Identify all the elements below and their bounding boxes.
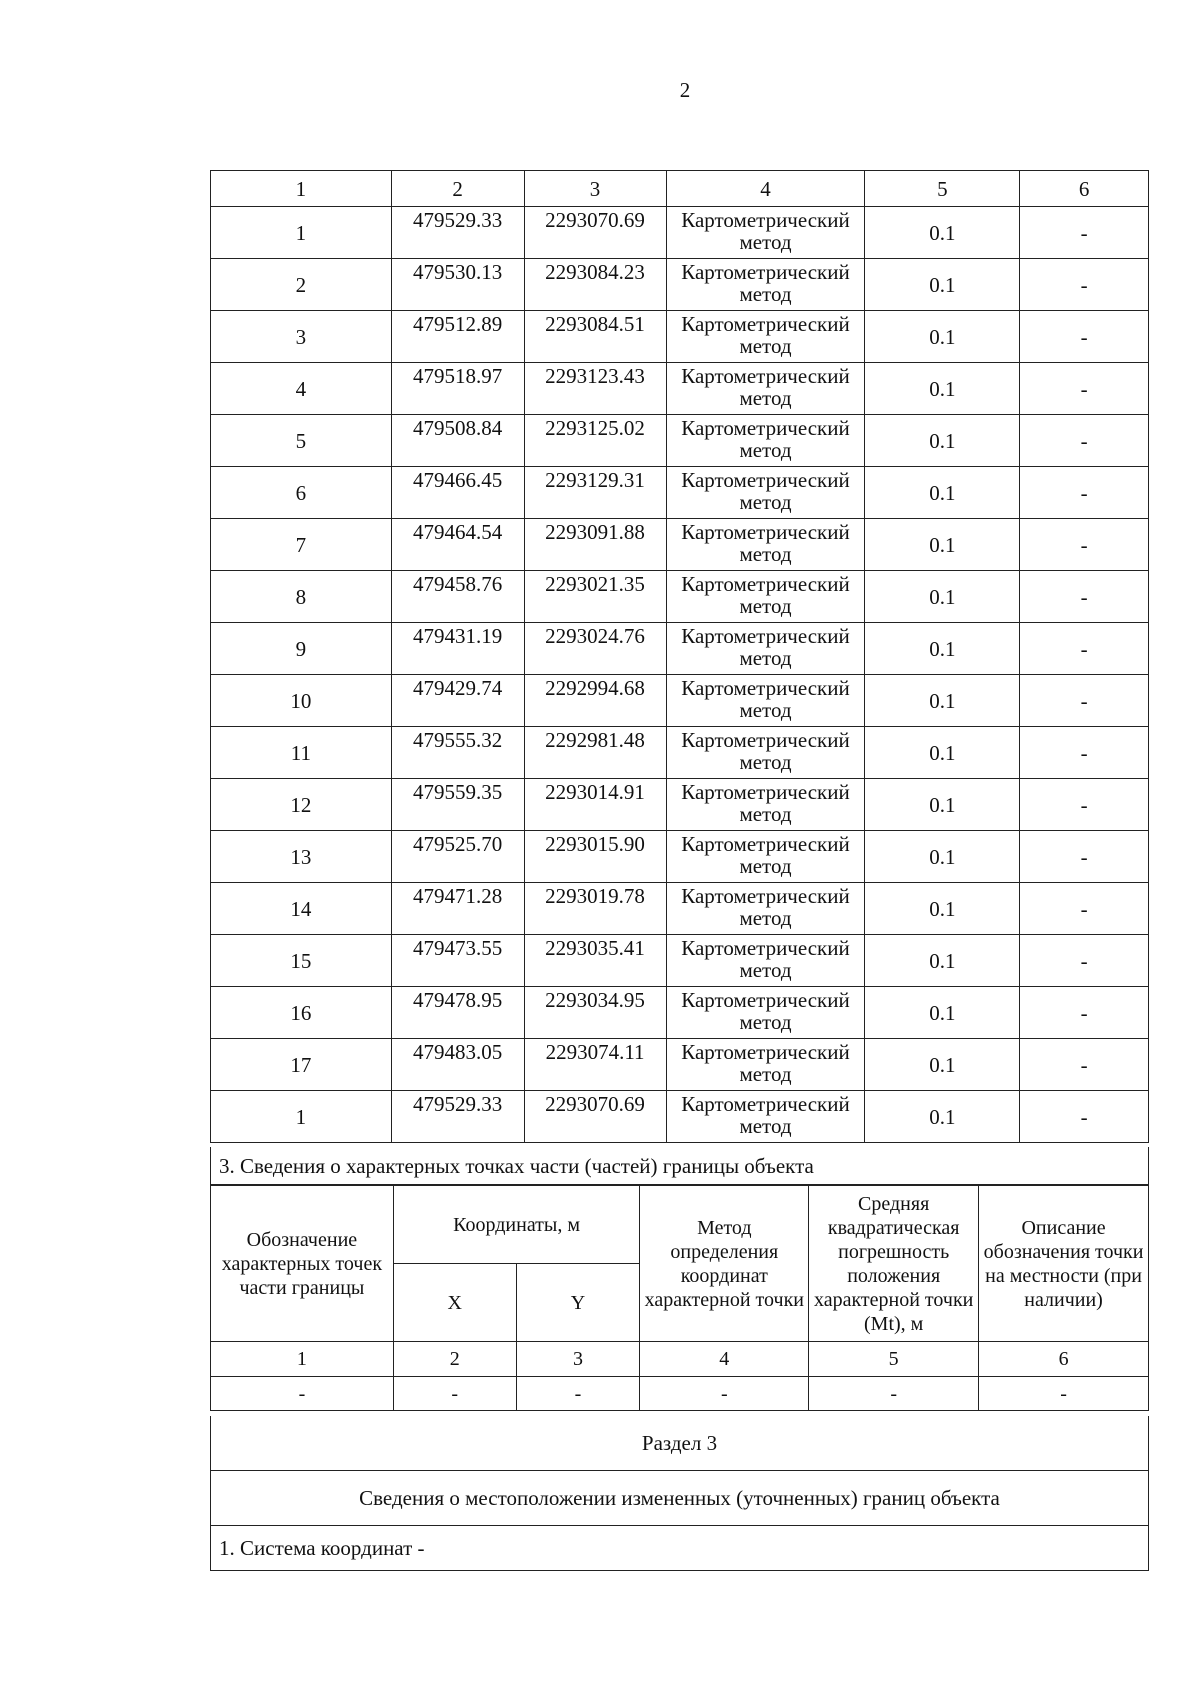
error-cell: 0.1 [865,935,1020,987]
y-coordinate-cell: 2292981.48 [524,727,666,779]
x-coordinate-cell: 479529.33 [391,207,524,259]
y-coordinate-cell: 2293091.88 [524,519,666,571]
x-coordinate-cell: 479466.45 [391,467,524,519]
x-coordinate-cell: 479458.76 [391,571,524,623]
method-cell: Картометрический метод [666,727,865,779]
coordinates-header: Координаты, м [393,1186,640,1264]
point-number-cell: 6 [211,467,392,519]
x-coordinate-cell: 479518.97 [391,363,524,415]
x-coordinate-cell: 479473.55 [391,935,524,987]
coordinate-row [211,675,1149,727]
description-cell: - [1020,415,1149,467]
y-coordinate-cell: 2293074.11 [524,1039,666,1091]
column-number: 2 [393,1342,516,1377]
description-cell: - [1020,831,1149,883]
coordinate-system-line: 1. Система координат - [210,1526,1149,1571]
y-coordinate-cell: 2293034.95 [524,987,666,1039]
empty-cell: - [211,1377,394,1411]
x-coordinate-cell: 479464.54 [391,519,524,571]
method-cell: Картометрический метод [666,467,865,519]
point-number-cell: 5 [211,415,392,467]
error-cell: 0.1 [865,467,1020,519]
empty-cell: - [979,1377,1149,1411]
coordinate-row [211,571,1149,623]
error-cell: 0.1 [865,571,1020,623]
point-number-cell: 10 [211,675,392,727]
column-number: 3 [524,171,666,207]
point-number-cell: 2 [211,259,392,311]
description-cell: - [1020,363,1149,415]
coordinate-row [211,311,1149,363]
y-coordinate-cell: 2293015.90 [524,831,666,883]
column-number: 1 [211,1342,394,1377]
parts-table [210,1185,1149,1411]
designation-header: Обозначение характерных точек части границы [211,1186,394,1342]
coordinate-row [211,1039,1149,1091]
coordinate-row [211,883,1149,935]
parts-section-title: 3. Сведения о характерных точках части (частей) границы объекта [210,1147,1149,1185]
point-number-cell: 11 [211,727,392,779]
point-number-cell: 4 [211,363,392,415]
y-header: Y [516,1264,640,1342]
error-cell: 0.1 [865,259,1020,311]
point-number-cell: 15 [211,935,392,987]
section-3-subheading: Сведения о местоположении измененных (уточненных) границ объекта [210,1471,1149,1526]
description-cell: - [1020,519,1149,571]
y-coordinate-cell: 2293070.69 [524,207,666,259]
error-cell: 0.1 [865,363,1020,415]
empty-cell: - [393,1377,516,1411]
y-coordinate-cell: 2293129.31 [524,467,666,519]
y-coordinate-cell: 2293084.51 [524,311,666,363]
coordinate-row [211,987,1149,1039]
coordinate-row [211,363,1149,415]
column-number: 1 [211,171,392,207]
x-coordinate-cell: 479529.33 [391,1091,524,1143]
error-cell: 0.1 [865,207,1020,259]
description-cell: - [1020,311,1149,363]
coordinate-row [211,467,1149,519]
point-number-cell: 3 [211,311,392,363]
error-cell: 0.1 [865,1039,1020,1091]
x-coordinate-cell: 479508.84 [391,415,524,467]
method-cell: Картометрический метод [666,519,865,571]
error-header: Средняя квадратическая погрешность положения характерной точки (Mt), м [809,1186,979,1342]
error-cell: 0.1 [865,727,1020,779]
method-cell: Картометрический метод [666,1039,865,1091]
column-number: 5 [809,1342,979,1377]
method-cell: Картометрический метод [666,675,865,727]
column-number: 2 [391,171,524,207]
point-number-cell: 12 [211,779,392,831]
description-cell: - [1020,987,1149,1039]
method-cell: Картометрический метод [666,571,865,623]
description-cell: - [1020,779,1149,831]
description-cell: - [1020,259,1149,311]
method-cell: Картометрический метод [666,311,865,363]
description-cell: - [1020,571,1149,623]
error-cell: 0.1 [865,1091,1020,1143]
empty-cell: - [640,1377,809,1411]
method-cell: Картометрический метод [666,207,865,259]
y-coordinate-cell: 2292994.68 [524,675,666,727]
empty-cell: - [809,1377,979,1411]
x-header: X [393,1264,516,1342]
method-cell: Картометрический метод [666,935,865,987]
column-number: 6 [1020,171,1149,207]
page-number: 2 [679,78,691,102]
description-cell: - [1020,467,1149,519]
x-coordinate-cell: 479559.35 [391,779,524,831]
point-number-cell: 13 [211,831,392,883]
point-number-cell: 7 [211,519,392,571]
y-coordinate-cell: 2293035.41 [524,935,666,987]
method-cell: Картометрический метод [666,1091,865,1143]
column-number: 3 [516,1342,640,1377]
coordinate-row [211,259,1149,311]
method-cell: Картометрический метод [666,259,865,311]
coordinate-row [211,779,1149,831]
coordinate-row [211,415,1149,467]
section-3-heading: Раздел 3 [210,1416,1149,1471]
method-cell: Картометрический метод [666,779,865,831]
coordinate-row [211,1091,1149,1143]
y-coordinate-cell: 2293014.91 [524,779,666,831]
y-coordinate-cell: 2293019.78 [524,883,666,935]
method-cell: Картометрический метод [666,623,865,675]
coordinates-table [210,170,1149,1143]
point-number-cell: 9 [211,623,392,675]
y-coordinate-cell: 2293123.43 [524,363,666,415]
description-header: Описание обозначения точки на местности (при наличии) [979,1186,1149,1342]
column-number: 6 [979,1342,1149,1377]
method-header: Метод определения координат характерной точки [640,1186,809,1342]
error-cell: 0.1 [865,675,1020,727]
x-coordinate-cell: 479429.74 [391,675,524,727]
y-coordinate-cell: 2293084.23 [524,259,666,311]
description-cell: - [1020,675,1149,727]
coordinate-row [211,519,1149,571]
x-coordinate-cell: 479478.95 [391,987,524,1039]
column-number-row [211,171,1149,207]
point-number-cell: 17 [211,1039,392,1091]
error-cell: 0.1 [865,987,1020,1039]
coordinate-row [211,935,1149,987]
description-cell: - [1020,727,1149,779]
description-cell: - [1020,1039,1149,1091]
x-coordinate-cell: 479555.32 [391,727,524,779]
y-coordinate-cell: 2293024.76 [524,623,666,675]
x-coordinate-cell: 479525.70 [391,831,524,883]
y-coordinate-cell: 2293070.69 [524,1091,666,1143]
point-number-cell: 1 [211,207,392,259]
error-cell: 0.1 [865,623,1020,675]
x-coordinate-cell: 479483.05 [391,1039,524,1091]
coordinate-row [211,623,1149,675]
point-number-cell: 8 [211,571,392,623]
x-coordinate-cell: 479431.19 [391,623,524,675]
point-number-cell: 1 [211,1091,392,1143]
method-cell: Картометрический метод [666,363,865,415]
error-cell: 0.1 [865,519,1020,571]
column-number: 5 [865,171,1020,207]
coordinate-row [211,207,1149,259]
column-number: 4 [666,171,865,207]
point-number-cell: 14 [211,883,392,935]
parts-empty-row [211,1377,1149,1411]
description-cell: - [1020,883,1149,935]
empty-cell: - [516,1377,640,1411]
parts-number-row [211,1342,1149,1377]
point-number-cell: 16 [211,987,392,1039]
x-coordinate-cell: 479512.89 [391,311,524,363]
error-cell: 0.1 [865,883,1020,935]
column-number: 4 [640,1342,809,1377]
y-coordinate-cell: 2293125.02 [524,415,666,467]
method-cell: Картометрический метод [666,415,865,467]
description-cell: - [1020,207,1149,259]
method-cell: Картометрический метод [666,987,865,1039]
method-cell: Картометрический метод [666,883,865,935]
error-cell: 0.1 [865,779,1020,831]
error-cell: 0.1 [865,831,1020,883]
x-coordinate-cell: 479530.13 [391,259,524,311]
description-cell: - [1020,623,1149,675]
y-coordinate-cell: 2293021.35 [524,571,666,623]
description-cell: - [1020,935,1149,987]
coordinate-row [211,831,1149,883]
error-cell: 0.1 [865,311,1020,363]
method-cell: Картометрический метод [666,831,865,883]
x-coordinate-cell: 479471.28 [391,883,524,935]
coordinate-row [211,727,1149,779]
description-cell: - [1020,1091,1149,1143]
error-cell: 0.1 [865,415,1020,467]
